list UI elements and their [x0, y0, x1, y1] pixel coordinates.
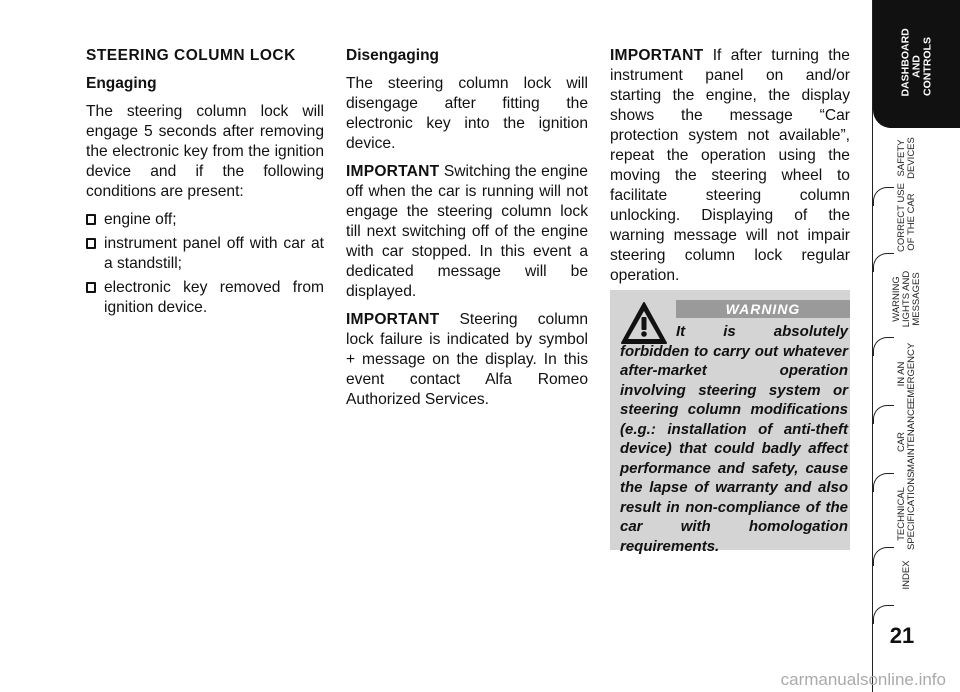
tab-divider: [873, 605, 894, 624]
section-title: STEERING COLUMN LOCK: [86, 47, 296, 64]
page-number: 21: [889, 623, 915, 648]
important-note-2: IMPORTANT Steering column lock failure is indicated by symbol + message on the display. In this event contact Alfa Romeo Authorized Services.: [346, 311, 588, 408]
disengaging-paragraph: The steering column lock will disengage after fitting the electronic key into the ignition device.: [346, 75, 588, 152]
tab-index[interactable]: INDEX: [901, 560, 912, 590]
tab-in-an-emergency[interactable]: IN AN EMERGENCY: [896, 342, 917, 404]
engaging-intro: The steering column lock will engage 5 seconds after removing the electronic key from the ignition device and if the following conditions are present:: [86, 103, 324, 200]
list-item: engine off;: [86, 210, 324, 230]
column-important-note: [610, 46, 850, 294]
checkbox-bullet-icon: [86, 214, 96, 225]
column-steering-lock-disengaging: [346, 46, 588, 418]
list-item: instrument panel off with car at a standstill;: [86, 234, 324, 274]
tab-technical-specifications[interactable]: TECHNICAL SPECIFICATIONS: [896, 471, 917, 550]
subheading-engaging: Engaging: [86, 75, 157, 92]
tab-correct-use-of-the-car[interactable]: CORRECT USE OF THE CAR: [896, 183, 917, 252]
list-item: electronic key removed from ignition device.: [86, 278, 324, 318]
important-label: IMPORTANT: [610, 47, 704, 64]
tab-warning-lights-and-messages[interactable]: WARNING LIGHTS AND MESSAGES: [891, 270, 922, 328]
tab-dashboard-and-controls[interactable]: DASHBOARD AND CONTROLS: [873, 0, 960, 128]
watermark: carmanualsonline.info: [780, 670, 946, 689]
chapter-sidebar: [872, 0, 960, 692]
subheading-disengaging: Disengaging: [346, 47, 440, 64]
tab-car-maintenance[interactable]: CAR MAINTENANCE: [896, 402, 917, 472]
warning-text: It is absolutely forbidden to carry out whatever after-market operation involving steering system or steering column modifications (e.g.: installation of anti-theft device) that could badly affect performance and safety, cause the lapse of warranty and also result in non-compliance of the car with homologation requirements.: [620, 323, 848, 555]
warning-title: WARNING: [676, 300, 850, 318]
warning-box: [610, 290, 850, 555]
checkbox-bullet-icon: [86, 238, 96, 249]
important-note-3: IMPORTANT If after turning the instrument panel on and/or starting the engine, the display shows the message “Car protection system not available”, repeat the operation using the moving the steering wheel to facilitate steering column unlocking. Displaying of the warning message will not impair steering column lock regular operation.: [610, 47, 850, 284]
column-steering-lock-engaging: [86, 46, 324, 322]
tab-safety-devices[interactable]: SAFETY DEVICES: [896, 137, 917, 179]
important-label: IMPORTANT: [346, 311, 440, 328]
important-note-1: IMPORTANT Switching the engine off when the car is running will not engage the steering column lock till next switching off of the engine with car stopped. In this event a dedicated message will be displayed.: [346, 163, 588, 300]
conditions-list: [86, 210, 324, 318]
checkbox-bullet-icon: [86, 282, 96, 293]
important-label: IMPORTANT: [346, 163, 440, 180]
